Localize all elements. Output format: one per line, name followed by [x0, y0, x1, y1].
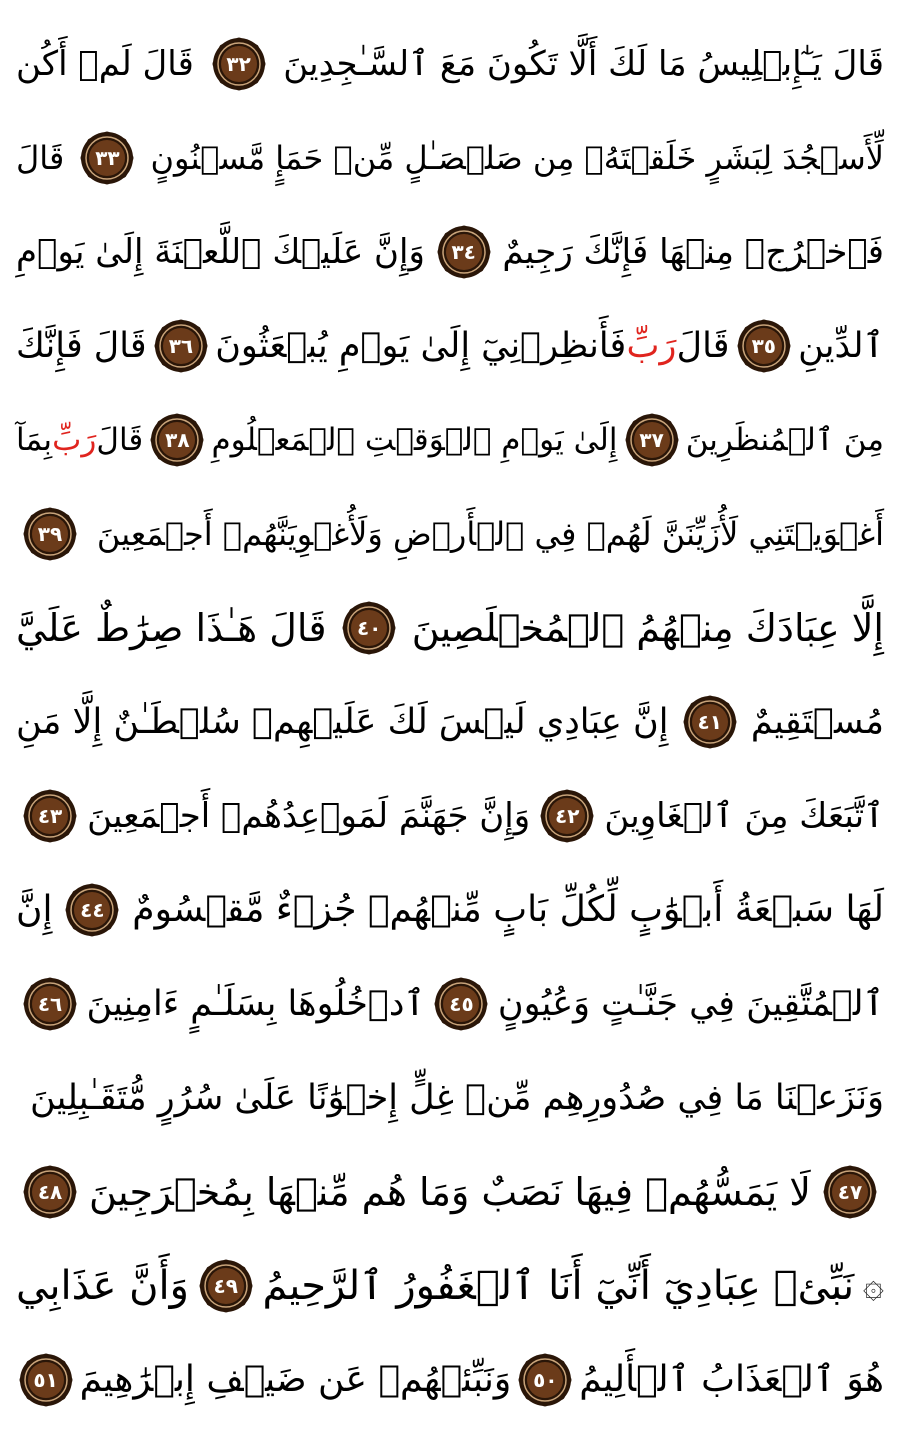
verse-number: ٣٢: [226, 52, 251, 76]
verse-number: ٤٧: [837, 1180, 863, 1204]
verse-line: [16, 302, 884, 390]
verse-number: ٤٣: [37, 804, 63, 828]
verse-number: ٤٥: [449, 992, 474, 1016]
verse-text: إِلَّا عِبَادَكَ مِنۡهُمُ ٱلۡمُخۡلَصِينَ: [411, 606, 884, 650]
verse-text: لَهَا سَبۡعَةُ أَبۡوَٰبٍ لِّكُلِّ بَابٍ مِّنۡهُمۡ جُزۡءٌ مَّقۡسُومٌ: [132, 889, 884, 930]
verse-number-marker: [822, 1164, 878, 1220]
verse-number: ٥١: [33, 1368, 58, 1392]
verse-text: ٱلدِّينِ: [798, 326, 884, 366]
verse-number: ٤١: [697, 710, 722, 734]
verse-line: [16, 1336, 884, 1424]
verse-number: ٤٨: [37, 1180, 63, 1204]
verse-number-marker: [22, 976, 78, 1032]
verse-text: فَٱخۡرُجۡ مِنۡهَا فَإِنَّكَ رَجِيمٌ: [502, 232, 884, 272]
verse-text: أَغۡوَيۡتَنِي لَأُزَيِّنَنَّ لَهُمۡ فِي ٱلۡأَرۡضِ وَلَأُغۡوِيَنَّهُمۡ أَجۡمَعِينَ: [96, 515, 884, 553]
verse-text: لَا يَمَسُّهُمۡ فِيهَا نَصَبٌ وَمَا هُم مِّنۡهَا بِمُخۡرَجِينَ: [89, 1170, 811, 1214]
verse-text: قَالَ: [676, 326, 730, 366]
verse-number-marker: [624, 412, 680, 468]
verse-line: [16, 396, 884, 484]
divine-name-text: رَبِّ: [626, 326, 677, 366]
verse-number: ٣٥: [751, 334, 776, 358]
verse-number-marker: [149, 412, 205, 468]
verse-number: ٣٧: [639, 428, 664, 452]
verse-line: [16, 678, 884, 766]
verse-number-marker: [22, 1164, 78, 1220]
verse-text: إِلَىٰ يَوۡمِ ٱلۡوَقۡتِ ٱلۡمَعۡلُومِ: [211, 422, 618, 458]
verse-number: ٤٢: [555, 804, 580, 828]
verse-text: هُوَ ٱلۡعَذَابُ ٱلۡأَلِيمُ: [579, 1359, 884, 1400]
verse-number-marker: [436, 224, 492, 280]
verse-text: إِنَّ عِبَادِي لَيۡسَ لَكَ عَلَيۡهِمۡ سُلۡطَـٰنٌ إِلَّا مَنِ: [16, 702, 669, 742]
verse-text: إِنَّ: [16, 889, 53, 930]
divine-name-text: رَبِّ: [52, 422, 97, 458]
hizb-marker-icon: ۞: [862, 1265, 884, 1306]
verse-number: ٣٨: [165, 428, 190, 452]
verse-line: [16, 1054, 884, 1142]
verse-number: ٣٦: [168, 334, 194, 358]
verse-number: ٣٣: [95, 146, 120, 170]
verse-text: قَالَ: [16, 139, 65, 177]
verse-line: [16, 866, 884, 954]
verse-number-marker: [22, 788, 78, 844]
verse-number-marker: [79, 130, 135, 186]
verse-text: بِمَآ: [16, 422, 53, 458]
verse-text: ٱلۡمُتَّقِينَ فِي جَنَّـٰتٍ وَعُيُونٍ: [497, 984, 884, 1024]
verse-number-marker: [153, 318, 209, 374]
verse-number: ٤٤: [80, 898, 105, 922]
verse-line: [16, 1242, 884, 1330]
verse-text: قَالَ هَـٰذَا صِرَٰطٌ عَلَيَّ: [16, 606, 327, 650]
verse-lines: [16, 20, 884, 1424]
verse-number: ٤٠: [356, 616, 382, 640]
verse-text: قَالَ فَإِنَّكَ: [16, 326, 147, 366]
verse-line: [16, 20, 884, 108]
verse-line: [16, 114, 884, 202]
verse-number-marker: [433, 976, 489, 1032]
verse-line: [16, 960, 884, 1048]
verse-text: قَالَ: [96, 422, 144, 458]
verse-number-marker: [22, 506, 78, 562]
verse-number-marker: [18, 1352, 74, 1408]
verse-line: [16, 772, 884, 860]
verse-text: وَإِنَّ جَهَنَّمَ لَمَوۡعِدُهُمۡ أَجۡمَعِينَ: [87, 796, 531, 836]
verse-text: ٱتَّبَعَكَ مِنَ ٱلۡغَاوِينَ: [604, 796, 884, 836]
verse-number-marker: [341, 600, 397, 656]
verse-number: ٥٠: [533, 1368, 558, 1392]
verse-number-marker: [682, 694, 738, 750]
verse-number: ٤٩: [213, 1274, 238, 1298]
verse-number: ٣٩: [37, 522, 63, 546]
verse-number-marker: [517, 1352, 573, 1408]
verse-number-marker: [539, 788, 595, 844]
verse-line: [16, 490, 884, 578]
verse-text: وَنَبِّئۡهُمۡ عَن ضَيۡفِ إِبۡرَٰهِيمَ: [79, 1359, 512, 1400]
verse-text: قَالَ لَمۡ أَكُن: [16, 44, 194, 84]
verse-line: [16, 1148, 884, 1236]
verse-text: فَأَنظِرۡنِيٓ إِلَىٰ يَوۡمِ يُبۡعَثُونَ: [215, 326, 627, 366]
verse-number-marker: [736, 318, 792, 374]
verse-text: وَإِنَّ عَلَيۡكَ ٱللَّعۡنَةَ إِلَىٰ يَوۡمِ: [16, 232, 425, 272]
verse-text: لِّأَسۡجُدَ لِبَشَرٍ خَلَقۡتَهُۥ مِن صَلۡصَـٰلٍ مِّنۡ حَمَإٍ مَّسۡنُونٍ: [150, 139, 884, 177]
verse-text: وَأَنَّ عَذَابِي: [16, 1263, 189, 1309]
verse-text: مِنَ ٱلۡمُنظَرِينَ: [685, 422, 884, 458]
verse-number: ٣٤: [451, 240, 476, 264]
verse-text: قَالَ يَـٰٓإِبۡلِيسُ مَا لَكَ أَلَّا تَكُونَ مَعَ ٱلسَّـٰجِدِينَ: [283, 44, 884, 84]
verse-number-marker: [198, 1258, 254, 1314]
verse-text: ٱدۡخُلُوهَا بِسَلَـٰمٍ ءَامِنِينَ: [86, 984, 426, 1024]
verse-number-marker: [211, 36, 267, 92]
verse-line: [16, 208, 884, 296]
verse-text: وَنَزَعۡنَا مَا فِي صُدُورِهِم مِّنۡ غِلٍّ إِخۡوَٰنًا عَلَىٰ سُرُرٍ مُّتَقَـٰبِلِينَ: [29, 1078, 884, 1118]
verse-text: مُسۡتَقِيمٌ: [750, 702, 884, 742]
verse-number: ٤٦: [37, 992, 63, 1016]
verse-line: [16, 584, 884, 672]
verse-text: نَبِّئۡ عِبَادِيٓ أَنِّيٓ أَنَا ٱلۡغَفُورُ ٱلرَّحِيمُ: [262, 1263, 855, 1309]
verse-number-marker: [64, 882, 120, 938]
